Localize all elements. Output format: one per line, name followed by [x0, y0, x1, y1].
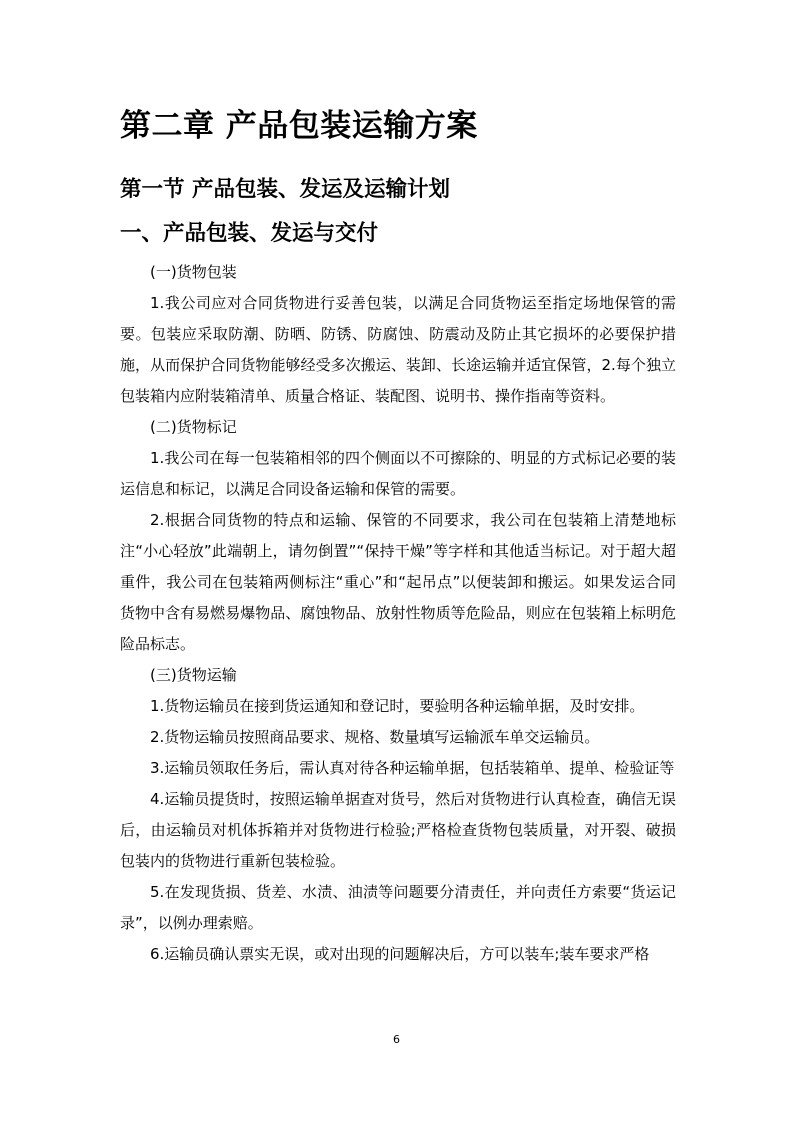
- subheading-goods-transport: (三)货物运输: [150, 666, 237, 684]
- page-number: 6: [393, 1033, 400, 1046]
- paragraph: 1.我公司在每一包装箱相邻的四个侧面以不可擦除的、明显的方式标记必要的装运信息和标记，以满足合同设备运输和保管的需要。: [120, 449, 676, 498]
- chapter-title: 第二章 产品包装运输方案: [120, 108, 478, 144]
- paragraph: 2.根据合同货物的特点和运输、保管的不同要求，我公司在包装箱上清楚地标注“小心轻放”此端朝上，请勿倒置”“保持干燥”等字样和其他适当标记。对于超大超重件，我公司在包装箱两侧标注“重心”和“起吊点”以便装卸和搬运。如果发运合同货物中含有易燃易爆物品、腐蚀物品、放射性物质等危险品，则应在包装箱上标明危险品标志。: [120, 511, 676, 653]
- paragraph: 1.货物运输员在接到货运通知和登记时，要验明各种运输单据，及时安排。: [150, 697, 645, 715]
- paragraph: 4.运输员提货时，按照运输单据查对货号，然后对货物进行认真检查，确信无误后，由运输员对机体拆箱并对货物进行检验;严格检查货物包装质量，对开裂、破损包装内的货物进行重新包装检验。: [120, 790, 676, 870]
- paragraph: 1.我公司应对合同货物进行妥善包装，以满足合同货物运至指定场地保管的需要。包装应采取防潮、防晒、防锈、防腐蚀、防震动及防止其它损坏的必要保护措施，从而保护合同货物能够经受多次搬运、装卸、长途运输并适宜保管，2.每个独立包装箱内应附装箱清单、质量合格证、装配图、说明书、操作指南等资料。: [120, 294, 676, 405]
- paragraph: 6.运输员确认票实无误，或对出现的问题解决后，方可以装车;装车要求严格: [150, 945, 650, 963]
- body-text: [120, 257, 676, 970]
- paragraph: 2.货物运输员按照商品要求、规格、数量填写运输派车单交运输员。: [150, 728, 600, 746]
- subheading-goods-marking: (二)货物标记: [150, 418, 237, 436]
- subheading-goods-packaging: (一)货物包装: [150, 263, 237, 281]
- paragraph: 3.运输员领取任务后，需认真对待各种运输单据，包括装箱单、提单、检验证等: [150, 759, 675, 777]
- subsection-title: 一、产品包装、发运与交付: [120, 221, 379, 246]
- paragraph: 5.在发现货损、货差、水渍、油渍等问题要分清责任，并向责任方索要“货运记录”，以例办理索赔。: [120, 883, 676, 932]
- section-title: 第一节 产品包装、发运及运输计划: [120, 177, 450, 202]
